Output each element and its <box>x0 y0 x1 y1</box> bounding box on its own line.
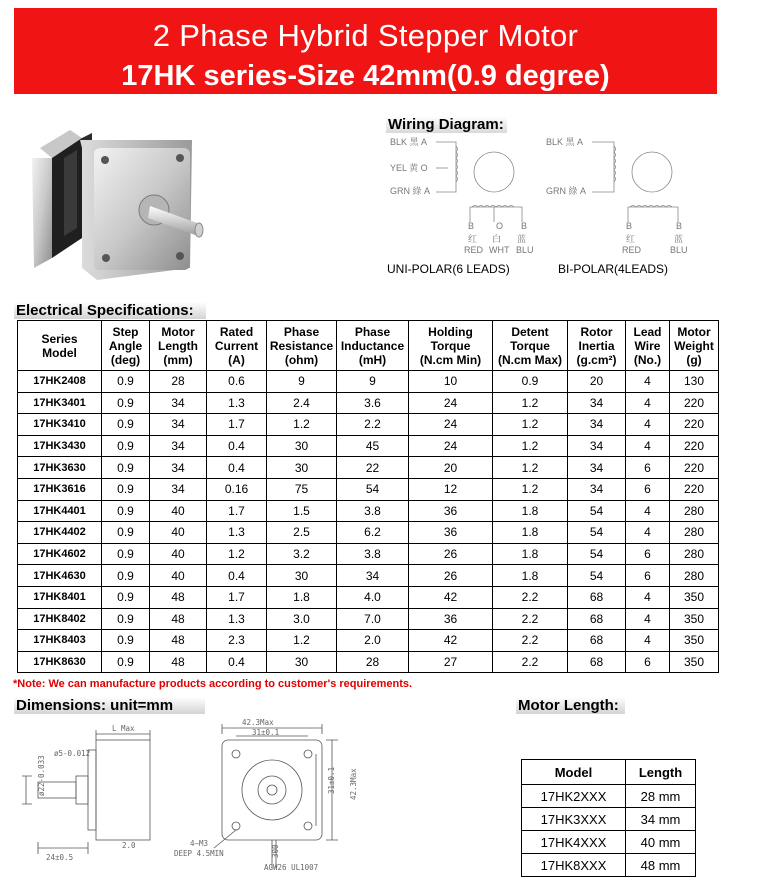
col-header-length: Length <box>626 760 696 785</box>
table-cell: 350 <box>670 608 719 630</box>
table-cell: 0.9 <box>102 651 150 673</box>
unipolar-lead-o: YEL 黄 O <box>390 163 428 173</box>
model-cell: 17HK8402 <box>18 608 102 630</box>
dim-thread-depth: DEEP 4.5MIN <box>174 849 224 858</box>
table-cell: 28 <box>150 371 207 393</box>
col-header: Lead Wire (No.) <box>626 321 670 371</box>
table-cell: 40 <box>150 500 207 522</box>
table-cell: 4 <box>626 435 670 457</box>
col-header: Phase Inductance (mH) <box>337 321 409 371</box>
table-cell: 3.0 <box>267 608 337 630</box>
table-cell: 6 <box>626 651 670 673</box>
col-header: Series Model <box>18 321 102 371</box>
table-cell: 4 <box>626 608 670 630</box>
model-cell: 17HK3XXX <box>522 808 626 831</box>
table-cell: 6 <box>626 478 670 500</box>
table-cell: 0.9 <box>102 608 150 630</box>
unipolar-b2: B <box>521 221 528 231</box>
header-banner <box>14 8 717 94</box>
page-title: 2 Phase Hybrid Stepper Motor <box>152 18 579 53</box>
model-cell: 17HK8403 <box>18 630 102 652</box>
table-cell: 34 <box>150 435 207 457</box>
table-cell: 4 <box>626 392 670 414</box>
unipolar-lead-a2: GRN 綠 A <box>390 186 431 196</box>
table-cell: 1.3 <box>207 392 267 414</box>
unipolar-cn-2: 白 <box>492 234 502 244</box>
bipolar-b2: B <box>676 221 683 231</box>
table-cell: 54 <box>568 522 626 544</box>
length-cell: 28 mm <box>626 785 696 808</box>
length-header-row <box>522 760 696 785</box>
table-cell: 2.2 <box>493 651 568 673</box>
col-header: Motor Weight (g) <box>670 321 719 371</box>
unipolar-cn-1: 红 <box>468 234 478 244</box>
table-row <box>522 785 696 808</box>
dimensions-title: Dimensions: unit=mm <box>14 697 205 714</box>
table-cell: 26 <box>409 565 493 587</box>
wiring-diagram-title: Wiring Diagram: <box>386 116 507 133</box>
model-cell: 17HK3410 <box>18 414 102 436</box>
table-cell: 2.2 <box>337 414 409 436</box>
model-cell: 17HK3616 <box>18 478 102 500</box>
table-cell: 40 <box>150 522 207 544</box>
spec-header-row <box>18 321 719 371</box>
bipolar-lead-a: BLK 黑 A <box>546 137 584 147</box>
dim-hole-pitch-top: 31±0.1 <box>252 728 280 737</box>
table-cell: 4 <box>626 630 670 652</box>
table-cell: 68 <box>568 651 626 673</box>
unipolar-en-1: RED <box>464 245 484 255</box>
dim-hole-pitch-side: 31±0.1 <box>327 766 336 794</box>
table-row <box>18 651 719 673</box>
table-cell: 40 <box>150 543 207 565</box>
table-cell: 0.9 <box>102 586 150 608</box>
motor-photo <box>22 118 212 288</box>
page-subtitle: 17HK series-Size 42mm(0.9 degree) <box>121 60 610 92</box>
table-cell: 2.2 <box>493 608 568 630</box>
table-cell: 24 <box>409 414 493 436</box>
table-cell: 0.9 <box>102 565 150 587</box>
table-cell: 220 <box>670 392 719 414</box>
electrical-specs-title: Electrical Specifications: <box>14 302 206 319</box>
table-cell: 4 <box>626 371 670 393</box>
model-cell: 17HK4XXX <box>522 831 626 854</box>
table-cell: 4 <box>626 500 670 522</box>
table-cell: 30 <box>267 435 337 457</box>
model-cell: 17HK2408 <box>18 371 102 393</box>
unipolar-en-2: WHT <box>489 245 510 255</box>
table-cell: 0.6 <box>207 371 267 393</box>
table-cell: 4.0 <box>337 586 409 608</box>
dim-flange: 2.0 <box>122 841 136 850</box>
model-cell: 17HK4630 <box>18 565 102 587</box>
table-cell: 0.9 <box>493 371 568 393</box>
table-row <box>18 522 719 544</box>
model-cell: 17HK4402 <box>18 522 102 544</box>
dim-l-max: L Max <box>112 724 135 733</box>
table-cell: 68 <box>568 630 626 652</box>
table-cell: 0.4 <box>207 457 267 479</box>
table-cell: 48 <box>150 608 207 630</box>
dim-wire: AGW26 UL1007 <box>264 863 319 872</box>
table-cell: 34 <box>150 478 207 500</box>
table-cell: 7.0 <box>337 608 409 630</box>
table-cell: 24 <box>409 392 493 414</box>
table-cell: 34 <box>568 392 626 414</box>
table-cell: 280 <box>670 500 719 522</box>
table-cell: 42 <box>409 630 493 652</box>
table-row <box>18 586 719 608</box>
table-row <box>18 414 719 436</box>
table-row <box>522 831 696 854</box>
table-cell: 1.8 <box>493 522 568 544</box>
motor-length-title: Motor Length: <box>516 697 625 714</box>
table-row <box>18 630 719 652</box>
table-cell: 350 <box>670 651 719 673</box>
table-row <box>18 435 719 457</box>
table-row <box>18 543 719 565</box>
table-cell: 0.9 <box>102 630 150 652</box>
table-cell: 4 <box>626 586 670 608</box>
table-cell: 30 <box>267 457 337 479</box>
table-cell: 4 <box>626 522 670 544</box>
dim-shaft-dia: ø5-0.012 <box>54 749 91 758</box>
table-cell: 9 <box>267 371 337 393</box>
table-cell: 27 <box>409 651 493 673</box>
table-cell: 1.2 <box>267 414 337 436</box>
table-cell: 1.2 <box>207 543 267 565</box>
table-cell: 1.2 <box>493 435 568 457</box>
unipolar-en-3: BLU <box>516 245 534 255</box>
col-header: Phase Resistance (ohm) <box>267 321 337 371</box>
table-cell: 1.5 <box>267 500 337 522</box>
col-header: Step Angle (deg) <box>102 321 150 371</box>
col-header: Rotor Inertia (g.cm²) <box>568 321 626 371</box>
table-cell: 75 <box>267 478 337 500</box>
table-cell: 1.3 <box>207 608 267 630</box>
table-cell: 4 <box>626 414 670 436</box>
table-cell: 54 <box>568 500 626 522</box>
table-cell: 34 <box>150 457 207 479</box>
unipolar-o: O <box>496 221 504 231</box>
table-cell: 0.9 <box>102 371 150 393</box>
col-header-model: Model <box>522 760 626 785</box>
table-cell: 34 <box>568 478 626 500</box>
table-cell: 220 <box>670 478 719 500</box>
unipolar-caption: UNI-POLAR(6 LEADS) <box>387 262 510 276</box>
table-cell: 20 <box>409 457 493 479</box>
model-cell: 17HK3430 <box>18 435 102 457</box>
table-cell: 48 <box>150 586 207 608</box>
dim-shaft-len: 24±0.5 <box>46 853 74 862</box>
bipolar-en-1: RED <box>622 245 642 255</box>
table-cell: 350 <box>670 586 719 608</box>
table-cell: 36 <box>409 608 493 630</box>
table-row <box>522 854 696 877</box>
table-cell: 3.6 <box>337 392 409 414</box>
table-cell: 54 <box>337 478 409 500</box>
table-cell: 0.4 <box>207 651 267 673</box>
table-cell: 48 <box>150 651 207 673</box>
table-cell: 3.8 <box>337 500 409 522</box>
table-cell: 2.0 <box>337 630 409 652</box>
table-cell: 34 <box>150 414 207 436</box>
table-cell: 10 <box>409 371 493 393</box>
table-cell: 1.8 <box>493 500 568 522</box>
model-cell: 17HK2XXX <box>522 785 626 808</box>
table-cell: 30 <box>267 565 337 587</box>
table-cell: 0.9 <box>102 478 150 500</box>
table-cell: 130 <box>670 371 719 393</box>
table-row <box>18 478 719 500</box>
table-cell: 1.8 <box>493 565 568 587</box>
col-header: Motor Length (mm) <box>150 321 207 371</box>
table-cell: 2.2 <box>493 630 568 652</box>
table-cell: 48 <box>150 630 207 652</box>
dim-overall: 42.3Max <box>242 718 274 727</box>
table-cell: 1.2 <box>267 630 337 652</box>
table-cell: 36 <box>409 500 493 522</box>
table-cell: 0.16 <box>207 478 267 500</box>
table-cell: 34 <box>568 435 626 457</box>
table-cell: 3.2 <box>267 543 337 565</box>
motor-length-table <box>521 759 696 877</box>
table-cell: 34 <box>568 414 626 436</box>
unipolar-cn-3: 蓝 <box>517 234 527 244</box>
table-cell: 0.4 <box>207 565 267 587</box>
table-cell: 2.2 <box>493 586 568 608</box>
col-header: Rated Current (A) <box>207 321 267 371</box>
model-cell: 17HK8630 <box>18 651 102 673</box>
length-cell: 34 mm <box>626 808 696 831</box>
table-row <box>18 608 719 630</box>
bipolar-cn-1: 红 <box>626 234 636 244</box>
table-cell: 1.7 <box>207 414 267 436</box>
table-cell: 2.4 <box>267 392 337 414</box>
table-cell: 28 <box>337 651 409 673</box>
table-cell: 34 <box>568 457 626 479</box>
table-row <box>18 500 719 522</box>
table-cell: 280 <box>670 565 719 587</box>
table-cell: 0.9 <box>102 392 150 414</box>
model-cell: 17HK3630 <box>18 457 102 479</box>
table-cell: 12 <box>409 478 493 500</box>
table-cell: 34 <box>150 392 207 414</box>
table-row <box>18 371 719 393</box>
dim-lead-len: 300 <box>271 844 280 858</box>
table-cell: 3.8 <box>337 543 409 565</box>
table-row <box>18 565 719 587</box>
table-cell: 0.9 <box>102 543 150 565</box>
table-cell: 220 <box>670 457 719 479</box>
table-cell: 36 <box>409 522 493 544</box>
table-cell: 1.3 <box>207 522 267 544</box>
model-cell: 17HK8XXX <box>522 854 626 877</box>
bipolar-cn-2: 蓝 <box>674 234 684 244</box>
table-cell: 34 <box>337 565 409 587</box>
dim-overall-side: 42.3Max <box>349 768 358 800</box>
table-cell: 0.4 <box>207 435 267 457</box>
table-cell: 30 <box>267 651 337 673</box>
model-cell: 17HK3401 <box>18 392 102 414</box>
table-cell: 220 <box>670 435 719 457</box>
table-cell: 0.9 <box>102 522 150 544</box>
table-cell: 1.2 <box>493 457 568 479</box>
dim-boss-dia: ø22-0.033 <box>37 755 46 796</box>
table-cell: 9 <box>337 371 409 393</box>
table-cell: 2.3 <box>207 630 267 652</box>
table-row <box>18 457 719 479</box>
table-cell: 1.2 <box>493 414 568 436</box>
table-cell: 280 <box>670 543 719 565</box>
model-cell: 17HK4602 <box>18 543 102 565</box>
wiring-diagram <box>386 132 716 282</box>
bipolar-en-2: BLU <box>670 245 688 255</box>
col-header: Holding Torque (N.cm Min) <box>409 321 493 371</box>
dimensions-drawing <box>14 718 358 878</box>
table-cell: 68 <box>568 586 626 608</box>
table-cell: 20 <box>568 371 626 393</box>
table-cell: 2.5 <box>267 522 337 544</box>
table-cell: 1.7 <box>207 500 267 522</box>
table-cell: 6.2 <box>337 522 409 544</box>
bipolar-lead-a2: GRN 綠 A <box>546 186 587 196</box>
table-cell: 68 <box>568 608 626 630</box>
table-cell: 54 <box>568 565 626 587</box>
dim-thread: 4—M3 <box>190 839 209 848</box>
table-cell: 1.2 <box>493 478 568 500</box>
table-cell: 6 <box>626 543 670 565</box>
table-cell: 0.9 <box>102 414 150 436</box>
table-row <box>18 392 719 414</box>
length-cell: 40 mm <box>626 831 696 854</box>
table-cell: 6 <box>626 565 670 587</box>
table-row <box>522 808 696 831</box>
unipolar-lead-a: BLK 黑 A <box>390 137 428 147</box>
table-cell: 280 <box>670 522 719 544</box>
note-text: *Note: We can manufacture products according to customer's requirements. <box>13 678 413 690</box>
electrical-specs-table <box>17 320 719 673</box>
col-header: Detent Torque (N.cm Max) <box>493 321 568 371</box>
model-cell: 17HK8401 <box>18 586 102 608</box>
table-cell: 1.7 <box>207 586 267 608</box>
table-cell: 42 <box>409 586 493 608</box>
table-cell: 45 <box>337 435 409 457</box>
table-cell: 1.2 <box>493 392 568 414</box>
table-cell: 26 <box>409 543 493 565</box>
unipolar-b1: B <box>468 221 475 231</box>
bipolar-caption: BI-POLAR(4LEADS) <box>558 262 669 276</box>
table-cell: 0.9 <box>102 500 150 522</box>
bipolar-b1: B <box>626 221 633 231</box>
model-cell: 17HK4401 <box>18 500 102 522</box>
table-cell: 24 <box>409 435 493 457</box>
table-cell: 54 <box>568 543 626 565</box>
table-cell: 1.8 <box>267 586 337 608</box>
table-cell: 6 <box>626 457 670 479</box>
table-cell: 22 <box>337 457 409 479</box>
length-cell: 48 mm <box>626 854 696 877</box>
table-cell: 1.8 <box>493 543 568 565</box>
table-cell: 0.9 <box>102 435 150 457</box>
table-cell: 40 <box>150 565 207 587</box>
table-cell: 220 <box>670 414 719 436</box>
table-cell: 0.9 <box>102 457 150 479</box>
table-cell: 350 <box>670 630 719 652</box>
